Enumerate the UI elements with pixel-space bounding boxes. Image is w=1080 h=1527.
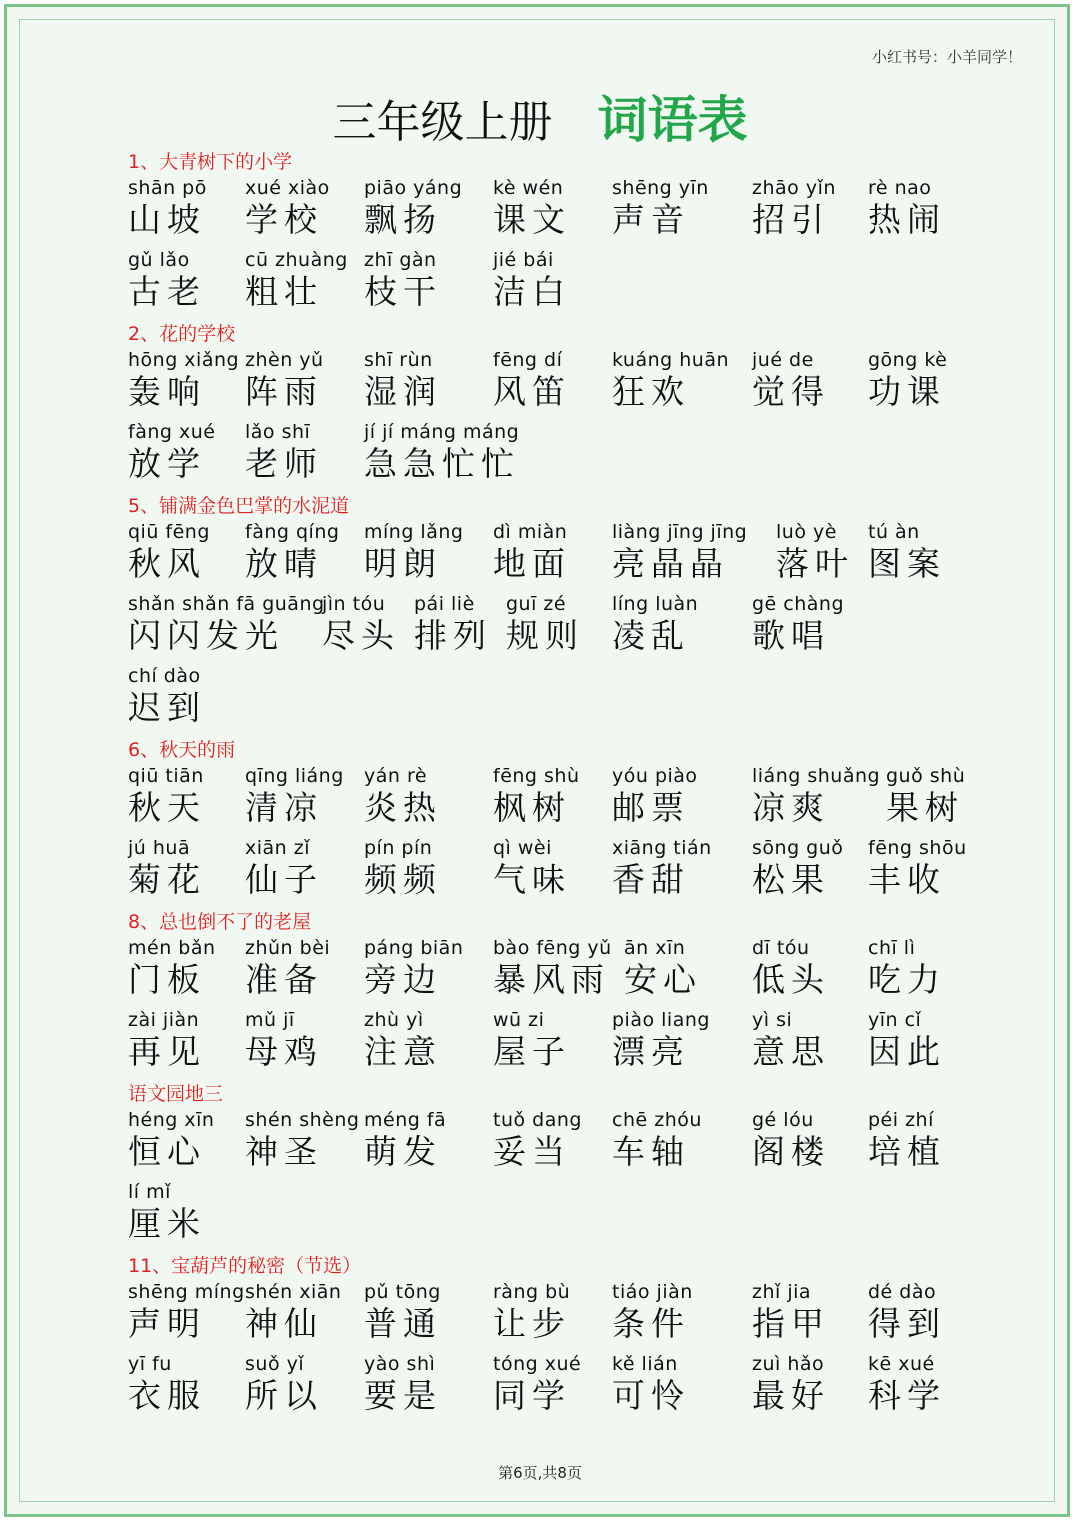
- vocab-word: [612, 764, 698, 828]
- hanzi: 明朗: [364, 544, 442, 583]
- vocab-word: [128, 1180, 206, 1244]
- pinyin: shén shèng: [245, 1109, 360, 1131]
- hanzi: 老师: [245, 444, 323, 483]
- section-title: 语文园地三: [128, 1083, 224, 1105]
- vocab-word: [493, 936, 612, 1000]
- vocab-word: [128, 664, 206, 728]
- hanzi: 规则: [506, 616, 584, 655]
- hanzi: 课文: [493, 200, 571, 239]
- vocab-word: [245, 936, 330, 1000]
- pinyin: héng xīn: [128, 1109, 215, 1131]
- hanzi: 条件: [612, 1304, 690, 1343]
- hanzi: 丰收: [868, 860, 946, 899]
- word-row: [128, 1180, 1008, 1252]
- hanzi: 放晴: [245, 544, 323, 583]
- pinyin: liáng shuǎng: [752, 765, 881, 787]
- vocab-word: [868, 348, 947, 412]
- word-row: [128, 664, 1008, 736]
- pinyin: páng biān: [364, 937, 464, 959]
- vocab-word: [493, 1008, 571, 1072]
- pinyin: rè nao: [868, 177, 932, 199]
- vocab-word: [128, 936, 216, 1000]
- pinyin: tóng xué: [493, 1353, 582, 1375]
- pinyin: dì miàn: [493, 521, 568, 543]
- vocab-word: [752, 764, 880, 828]
- hanzi: 吃力: [868, 960, 946, 999]
- hanzi: 神仙: [245, 1304, 323, 1343]
- vocab-word: [493, 1352, 581, 1416]
- section-title: 5、铺满金色巴掌的水泥道: [128, 495, 350, 517]
- pinyin: lǎo shī: [245, 421, 311, 443]
- pinyin: pǔ tōng: [364, 1281, 441, 1303]
- pinyin: xué xiào: [245, 177, 330, 199]
- pinyin: lí mǐ: [128, 1181, 171, 1203]
- hanzi: 亮晶晶: [612, 544, 729, 583]
- pinyin: fàng xué: [128, 421, 216, 443]
- hanzi: 学校: [245, 200, 323, 239]
- pinyin: ān xīn: [624, 937, 686, 959]
- vocab-word: [364, 176, 462, 240]
- hanzi: 果树: [886, 788, 964, 827]
- hanzi: 同学: [493, 1376, 571, 1415]
- vocab-word: [776, 520, 854, 584]
- vocab-word: [612, 1280, 693, 1344]
- hanzi: 漂亮: [612, 1032, 690, 1071]
- hanzi: 再见: [128, 1032, 206, 1071]
- pinyin: gǔ lǎo: [128, 249, 190, 271]
- hanzi: 声音: [612, 200, 690, 239]
- vocab-word: [245, 420, 323, 484]
- hanzi: 得到: [868, 1304, 946, 1343]
- vocab-word: [612, 176, 709, 240]
- word-row: [128, 176, 1008, 248]
- hanzi: 轰响: [128, 372, 206, 411]
- word-row: [128, 348, 1008, 420]
- vocab-word: [128, 764, 206, 828]
- hanzi: 频频: [364, 860, 442, 899]
- vocab-word: [245, 836, 323, 900]
- hanzi: 狂欢: [612, 372, 690, 411]
- pinyin: ràng bù: [493, 1281, 571, 1303]
- hanzi: 凉爽: [752, 788, 830, 827]
- hanzi: 枝干: [364, 272, 442, 311]
- hanzi: 尽头: [322, 616, 400, 655]
- vocab-word: [414, 592, 492, 656]
- pinyin: kě lián: [612, 1353, 678, 1375]
- vocab-word: [245, 248, 348, 312]
- hanzi: 衣服: [128, 1376, 206, 1415]
- pinyin: piāo yáng: [364, 177, 463, 199]
- vocab-word: [624, 936, 702, 1000]
- pinyin: dé dào: [868, 1281, 937, 1303]
- hanzi: 秋风: [128, 544, 206, 583]
- hanzi: 低头: [752, 960, 830, 999]
- vocab-word: [364, 248, 442, 312]
- pinyin: jué de: [752, 349, 814, 371]
- vocab-word: [493, 176, 571, 240]
- vocab-word: [612, 592, 698, 656]
- pinyin: méng fā: [364, 1109, 447, 1131]
- hanzi: 科学: [868, 1376, 946, 1415]
- vocab-word: [245, 348, 324, 412]
- pinyin: yì si: [752, 1009, 793, 1031]
- hanzi: 枫树: [493, 788, 571, 827]
- vocab-word: [493, 836, 571, 900]
- vocab-word: [868, 1008, 946, 1072]
- pinyin: jié bái: [493, 249, 554, 271]
- vocab-word: [752, 348, 830, 412]
- pinyin: mén bǎn: [128, 937, 216, 959]
- vocab-word: [612, 836, 712, 900]
- vocab-word: [612, 348, 729, 412]
- pinyin: suǒ yǐ: [245, 1353, 305, 1375]
- vocab-word: [493, 248, 571, 312]
- pinyin: tiáo jiàn: [612, 1281, 693, 1303]
- pinyin: mǔ jī: [245, 1009, 295, 1031]
- vocab-word: [752, 176, 836, 240]
- word-row: [128, 1280, 1008, 1352]
- hanzi: 指甲: [752, 1304, 830, 1343]
- vocab-word: [364, 520, 463, 584]
- hanzi: 普通: [364, 1304, 442, 1343]
- pinyin: jìn tóu: [322, 593, 386, 615]
- pinyin: yào shì: [364, 1353, 436, 1375]
- vocab-word: [245, 176, 330, 240]
- hanzi: 可怜: [612, 1376, 690, 1415]
- hanzi: 松果: [752, 860, 830, 899]
- word-row: [128, 836, 1008, 908]
- hanzi: 阁楼: [752, 1132, 830, 1171]
- hanzi: 因此: [868, 1032, 946, 1071]
- vocab-word: [364, 1008, 442, 1072]
- pinyin: hōng xiǎng: [128, 349, 240, 371]
- pinyin: chī lì: [868, 937, 916, 959]
- hanzi: 迟到: [128, 688, 206, 727]
- hanzi: 山坡: [128, 200, 206, 239]
- hanzi: 急急忙忙: [364, 444, 520, 483]
- pinyin: chē zhóu: [612, 1109, 702, 1131]
- pinyin: gē chàng: [752, 593, 845, 615]
- pinyin: zuì hǎo: [752, 1353, 825, 1375]
- title-main: 三年级上册: [332, 97, 553, 148]
- hanzi: 功课: [868, 372, 946, 411]
- word-row: [128, 520, 1008, 592]
- watermark: 小红书号：小羊同学！: [871, 48, 1022, 66]
- word-row: [128, 764, 1008, 836]
- vocab-word: [506, 592, 584, 656]
- vocab-word: [752, 836, 843, 900]
- pinyin: fàng qíng: [245, 521, 340, 543]
- page-title: [0, 80, 1080, 152]
- vocab-word: [322, 592, 400, 656]
- hanzi: 放学: [128, 444, 206, 483]
- hanzi: 神圣: [245, 1132, 323, 1171]
- pinyin: yīn cǐ: [868, 1009, 922, 1031]
- vocab-word: [868, 176, 946, 240]
- vocab-word: [752, 1352, 830, 1416]
- vocab-word: [245, 1280, 341, 1344]
- vocab-word: [612, 520, 747, 584]
- vocab-word: [493, 1280, 571, 1344]
- hanzi: 准备: [245, 960, 323, 999]
- pinyin: qiū tiān: [128, 765, 204, 787]
- hanzi: 炎热: [364, 788, 442, 827]
- pinyin: pín pín: [364, 837, 433, 859]
- hanzi: 车轴: [612, 1132, 690, 1171]
- pinyin: tuǒ dang: [493, 1109, 582, 1131]
- vocab-word: [128, 420, 215, 484]
- pinyin: shēng míng: [128, 1281, 245, 1303]
- vocab-word: [364, 1352, 442, 1416]
- pinyin: zhāo yǐn: [752, 177, 836, 199]
- vocab-word: [868, 936, 946, 1000]
- hanzi: 门板: [128, 960, 206, 999]
- pinyin: shī rùn: [364, 349, 433, 371]
- hanzi: 图案: [868, 544, 946, 583]
- pinyin: piào liang: [612, 1009, 710, 1031]
- vocab-word: [868, 1280, 946, 1344]
- vocab-word: [868, 520, 946, 584]
- vocab-word: [493, 764, 580, 828]
- section-title: 6、秋天的雨: [128, 739, 236, 761]
- pinyin: guǒ shù: [886, 765, 966, 787]
- pinyin: yán rè: [364, 765, 428, 787]
- hanzi: 让步: [493, 1304, 571, 1343]
- vocab-word: [752, 1280, 830, 1344]
- section-title: 2、花的学校: [128, 323, 236, 345]
- pinyin: liàng jīng jīng: [612, 521, 748, 543]
- pinyin: pái liè: [414, 593, 475, 615]
- hanzi: 所以: [245, 1376, 323, 1415]
- hanzi: 仙子: [245, 860, 323, 899]
- vocab-word: [612, 1352, 690, 1416]
- vocab-word: [128, 176, 207, 240]
- title-sub: 词语表: [597, 91, 748, 149]
- vocab-word: [364, 836, 442, 900]
- vocab-word: [364, 1280, 442, 1344]
- pinyin: fēng dí: [493, 349, 563, 371]
- hanzi: 热闹: [868, 200, 946, 239]
- vocab-word: [245, 520, 339, 584]
- word-row: [128, 248, 1008, 320]
- vocab-word: [752, 936, 830, 1000]
- hanzi: 恒心: [128, 1132, 206, 1171]
- hanzi: 萌发: [364, 1132, 442, 1171]
- hanzi: 厘米: [128, 1204, 206, 1243]
- pinyin: wū zi: [493, 1009, 545, 1031]
- vocab-word: [612, 1108, 702, 1172]
- hanzi: 落叶: [776, 544, 854, 583]
- pinyin: zhǔn bèi: [245, 937, 331, 959]
- vocab-word: [128, 836, 206, 900]
- vocab-word: [128, 1108, 214, 1172]
- word-row: [128, 592, 1008, 664]
- hanzi: 阵雨: [245, 372, 323, 411]
- hanzi: 声明: [128, 1304, 206, 1343]
- vocab-word: [128, 1008, 206, 1072]
- vocab-word: [868, 1352, 946, 1416]
- hanzi: 粗壮: [245, 272, 323, 311]
- hanzi: 培植: [868, 1132, 946, 1171]
- pinyin: qì wèi: [493, 837, 552, 859]
- hanzi: 香甜: [612, 860, 690, 899]
- vocabulary-list: [128, 148, 1008, 1424]
- vocab-word: [868, 836, 967, 900]
- vocab-word: [245, 1352, 323, 1416]
- pinyin: yī fu: [128, 1353, 172, 1375]
- hanzi: 母鸡: [245, 1032, 323, 1071]
- vocab-word: [128, 1280, 245, 1344]
- hanzi: 注意: [364, 1032, 442, 1071]
- vocab-word: [245, 764, 344, 828]
- hanzi: 洁白: [493, 272, 571, 311]
- pinyin: bào fēng yǔ: [493, 937, 612, 959]
- hanzi: 招引: [752, 200, 830, 239]
- pinyin: gé lóu: [752, 1109, 814, 1131]
- vocab-word: [886, 764, 965, 828]
- hanzi: 古老: [128, 272, 206, 311]
- vocab-word: [493, 1108, 582, 1172]
- pinyin: péi zhí: [868, 1109, 934, 1131]
- hanzi: 邮票: [612, 788, 690, 827]
- hanzi: 安心: [624, 960, 702, 999]
- hanzi: 凌乱: [612, 616, 690, 655]
- hanzi: 觉得: [752, 372, 830, 411]
- pinyin: zhǐ jia: [752, 1281, 812, 1303]
- pinyin: kē xué: [868, 1353, 935, 1375]
- pinyin: jí jí máng máng: [364, 421, 520, 443]
- pinyin: yóu piào: [612, 765, 698, 787]
- hanzi: 屋子: [493, 1032, 571, 1071]
- vocab-word: [128, 520, 210, 584]
- pinyin: dī tóu: [752, 937, 810, 959]
- vocab-word: [364, 764, 442, 828]
- pinyin: tú àn: [868, 521, 920, 543]
- hanzi: 排列: [414, 616, 492, 655]
- pinyin: cū zhuàng: [245, 249, 348, 271]
- vocab-word: [245, 1108, 359, 1172]
- vocab-word: [752, 1008, 830, 1072]
- pinyin: shǎn shǎn fā guāng: [128, 593, 325, 615]
- pinyin: kuáng huān: [612, 349, 730, 371]
- pinyin: xiān zǐ: [245, 837, 310, 859]
- hanzi: 地面: [493, 544, 571, 583]
- vocab-word: [612, 1008, 710, 1072]
- hanzi: 风笛: [493, 372, 571, 411]
- vocab-word: [364, 420, 520, 484]
- pinyin: qīng liáng: [245, 765, 344, 787]
- hanzi: 妥当: [493, 1132, 571, 1171]
- hanzi: 秋天: [128, 788, 206, 827]
- vocab-word: [493, 348, 571, 412]
- vocab-word: [868, 1108, 946, 1172]
- section-title: 11、宝葫芦的秘密（节选）: [128, 1255, 362, 1277]
- pinyin: zhī gàn: [364, 249, 437, 271]
- pinyin: shén xiān: [245, 1281, 342, 1303]
- pinyin: fēng shōu: [868, 837, 967, 859]
- hanzi: 歌唱: [752, 616, 830, 655]
- vocab-word: [128, 348, 239, 412]
- pinyin: fēng shù: [493, 765, 580, 787]
- hanzi: 清凉: [245, 788, 323, 827]
- hanzi: 飘扬: [364, 200, 442, 239]
- pinyin: líng luàn: [612, 593, 699, 615]
- hanzi: 最好: [752, 1376, 830, 1415]
- vocab-word: [128, 592, 325, 656]
- hanzi: 气味: [493, 860, 571, 899]
- pinyin: shān pō: [128, 177, 207, 199]
- pinyin: zài jiàn: [128, 1009, 200, 1031]
- vocab-word: [364, 936, 463, 1000]
- hanzi: 闪闪发光: [128, 616, 284, 655]
- pinyin: chí dào: [128, 665, 201, 687]
- pinyin: zhèn yǔ: [245, 349, 324, 371]
- pinyin: gōng kè: [868, 349, 948, 371]
- word-row: [128, 936, 1008, 1008]
- word-row: [128, 420, 1008, 492]
- vocab-word: [752, 1108, 830, 1172]
- hanzi: 湿润: [364, 372, 442, 411]
- page-number: 第6页,共8页: [498, 1464, 582, 1482]
- section-title: 8、总也倒不了的老屋: [128, 911, 312, 933]
- vocab-word: [128, 248, 206, 312]
- vocab-word: [364, 348, 442, 412]
- word-row: [128, 1108, 1008, 1180]
- word-row: [128, 1008, 1008, 1080]
- vocab-word: [364, 1108, 446, 1172]
- word-row: [128, 1352, 1008, 1424]
- pinyin: míng lǎng: [364, 521, 464, 543]
- pinyin: shēng yīn: [612, 177, 709, 199]
- vocab-word: [493, 520, 571, 584]
- hanzi: 要是: [364, 1376, 442, 1415]
- hanzi: 暴风雨: [493, 960, 610, 999]
- pinyin: guī zé: [506, 593, 567, 615]
- pinyin: sōng guǒ: [752, 837, 844, 859]
- section-title: 1、大青树下的小学: [128, 151, 293, 173]
- pinyin: qiū fēng: [128, 521, 210, 543]
- pinyin: luò yè: [776, 521, 837, 543]
- pinyin: kè wén: [493, 177, 564, 199]
- vocab-word: [245, 1008, 323, 1072]
- hanzi: 意思: [752, 1032, 830, 1071]
- vocab-word: [128, 1352, 206, 1416]
- hanzi: 旁边: [364, 960, 442, 999]
- hanzi: 菊花: [128, 860, 206, 899]
- pinyin: jú huā: [128, 837, 191, 859]
- pinyin: zhù yì: [364, 1009, 424, 1031]
- vocab-word: [752, 592, 844, 656]
- pinyin: xiāng tián: [612, 837, 712, 859]
